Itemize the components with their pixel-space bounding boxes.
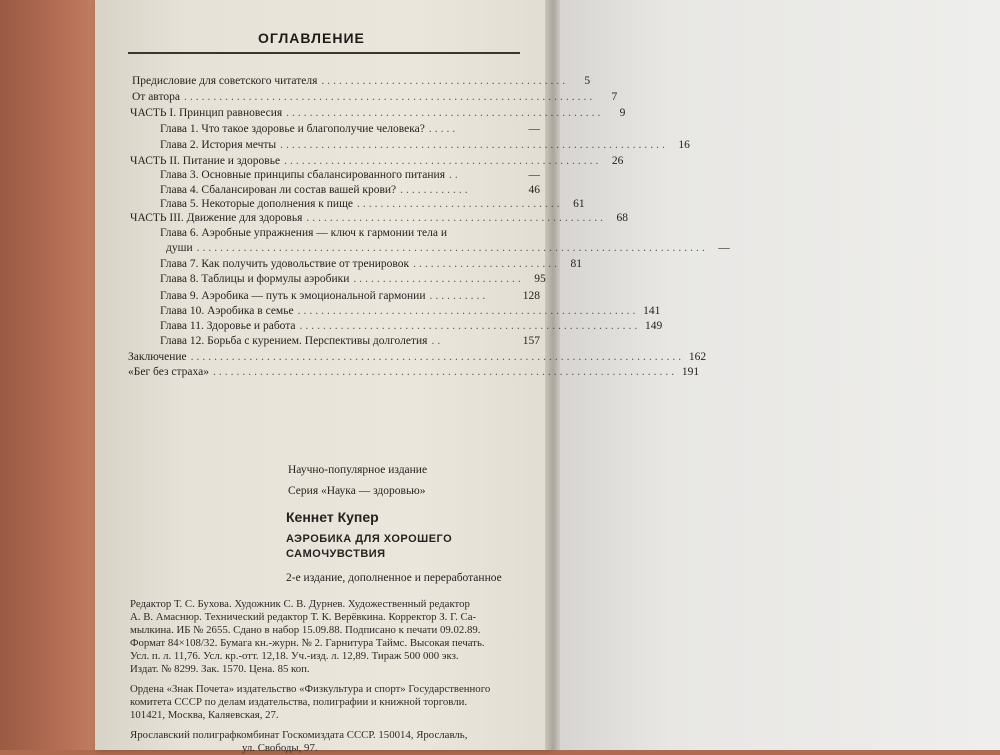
toc-entry-page: — [528,123,540,135]
table-of-contents [0,0,730,380]
toc-entry-title: Глава 1. Что такое здоровье и благополучие человека? [160,123,425,135]
toc-entry-page: 7 [611,91,618,103]
toc-entry: Заключение .................................................................................... 162 [128,351,707,363]
toc-entry-page: 149 [645,320,663,332]
toc-entry: Глава 7. Как получить удовольствие от тренировок ......................... 81 [160,258,582,270]
publisher-line: Ордена «Знак Почета» издательство «Физкультура и спорт» Государственного [130,683,491,695]
toc-entry: Глава 10. Аэробика в семье .......................................................... 141 [160,305,661,317]
toc-entry-title: Глава 9. Аэробика — путь к эмоциональной гармонии [160,290,426,302]
toc-entry-page: 95 [534,273,546,285]
toc-entry-page: 16 [678,139,690,151]
toc-entry-title: Глава 5. Некоторые дополнения к пище [160,198,354,210]
toc-entry-title: ЧАСТЬ II. Питание и здоровье [130,155,281,167]
toc-entry-title: ЧАСТЬ III. Движение для здоровья [130,212,303,224]
toc-entry-title: Глава 4. Сбалансирован ли состав вашей крови? [160,184,397,196]
book-title-line: САМОЧУВСТВИЯ [286,548,386,560]
toc-entry-title: Глава 10. Аэробика в семье [160,305,294,317]
toc-entry-title: Глава 12. Борьба с курением. Перспективы долголетия [160,335,428,347]
toc-entry-page: 141 [643,305,661,317]
toc-entry-page: 9 [619,107,626,119]
toc-entry: ЧАСТЬ II. Питание и здоровье ...................................................... 26 [130,155,624,167]
credits-line: Редактор Т. С. Бухова. Художник С. В. Дурнев. Художественный редактор [130,598,470,610]
toc-entry: ЧАСТЬ I. Принцип равновесия ...................................................... 9 [130,107,626,119]
toc-entry-title: Глава 2. История мечты [160,139,277,151]
edition-type: Научно-популярное издание [288,464,428,476]
toc-entry-title: Глава 8. Таблицы и формулы аэробики [160,273,350,285]
edition-note: 2-е издание, дополненное и переработанное [286,572,502,584]
toc-entry-page: 191 [681,366,700,378]
toc-entry-title: Глава 3. Основные принципы сбалансированного питания [160,169,445,181]
toc-entry: Глава 2. История мечты .................................................................. 16 [160,139,690,151]
toc-entry: Глава 5. Некоторые дополнения к пище ................................... 61 [160,198,585,210]
credits-line: Усл. п. л. 11,76. Усл. кр.-отт. 12,18. Уч.-изд. л. 12,89. Тираж 500 000 экз. [130,650,459,662]
toc-entry: Глава 4. Сбалансирован ли состав вашей крови? ............ 46 [160,184,540,196]
toc-entry-page: — [718,242,730,254]
toc-entry-page: — [528,169,540,181]
toc-entry-title: Предисловие для советского читателя [132,75,318,87]
toc-entry-title: От автора [132,91,180,103]
credits-line: мылкина. ИБ № 2655. Сдано в набор 15.09.88. Подписано к печати 09.02.89. [130,624,481,636]
toc-entry-page: 81 [570,258,582,270]
toc-entry: «Бег без страха» ............................................................................... 191 [128,366,700,378]
toc-entry: Глава 9. Аэробика — путь к эмоциональной гармонии .......... 128 [160,290,540,302]
credits-line: Издат. № 8299. Зак. 1570. Цена. 85 коп. [130,663,310,675]
toc-heading: ОГЛАВЛЕНИЕ [258,30,365,46]
toc-entry-title: души [166,242,193,254]
toc-entry-title: Глава 7. Как получить удовольствие от тренировок [160,258,410,270]
toc-entry-page: 162 [688,351,707,363]
colophon [130,598,550,755]
series-name: Серия «Наука — здоровью» [288,485,426,497]
book-author: Кеннет Купер [286,509,379,525]
toc-entry: Глава 11. Здоровье и работа .......................................................... 149 [160,320,663,332]
credits-line: А. В. Амаснюр. Технический редактор Т. К. Верёвкина. Корректор З. Г. Са- [130,611,477,623]
toc-entry-title: Глава 6. Аэробные упражнения — ключ к гармонии тела и [160,227,448,239]
printer-line: ул. Свободы, 97. [242,742,318,754]
book-title [286,532,452,562]
toc-entry-page: 5 [584,75,591,87]
toc-entry-page: 128 [522,290,540,302]
toc-entry-page: 46 [528,184,540,196]
book-title-line: АЭРОБИКА ДЛЯ ХОРОШЕГО [286,533,453,545]
toc-entry-page: 61 [573,198,585,210]
printer-line: Ярославский полиграфкомбинат Госкомиздата СССР. 150014, Ярославль, [130,729,468,741]
toc-entry-title: Заключение [128,351,187,363]
toc-entry: души ....................................................................................... — [166,242,730,254]
toc-entry: ЧАСТЬ III. Движение для здоровья ................................................... 68 [130,212,629,224]
toc-entry-page: 68 [616,212,629,224]
credits-line: Формат 84×108/32. Бумага кн.-журн. № 2. Гарнитура Таймс. Высокая печать. [130,637,485,649]
publisher-line: комитета СССР по делам издательства, полиграфии и книжной торговли. [130,696,468,708]
toc-entry-title: ЧАСТЬ I. Принцип равновесия [130,107,283,119]
toc-entry-page: 157 [522,335,540,347]
toc-entry-title: «Бег без страха» [128,366,209,378]
toc-entry: Глава 8. Таблицы и формулы аэробики ............................. 95 [160,273,546,285]
publisher-line: 101421, Москва, Каляевская, 27. [130,709,279,721]
toc-entry: От автора ...................................................................... 7 [132,91,618,103]
toc-entry: Глава 3. Основные принципы сбалансированного питания .. — [160,169,540,181]
toc-entry: Глава 1. Что такое здоровье и благополучие человека? ..... — [160,123,540,135]
toc-entry: Глава 12. Борьба с курением. Перспективы долголетия .. 157 [160,335,540,347]
toc-entry-page: 26 [611,155,624,167]
toc-entry: Предисловие для советского читателя .......................................... 5 [132,75,591,87]
toc-entry-title: Глава 11. Здоровье и работа [160,320,296,332]
